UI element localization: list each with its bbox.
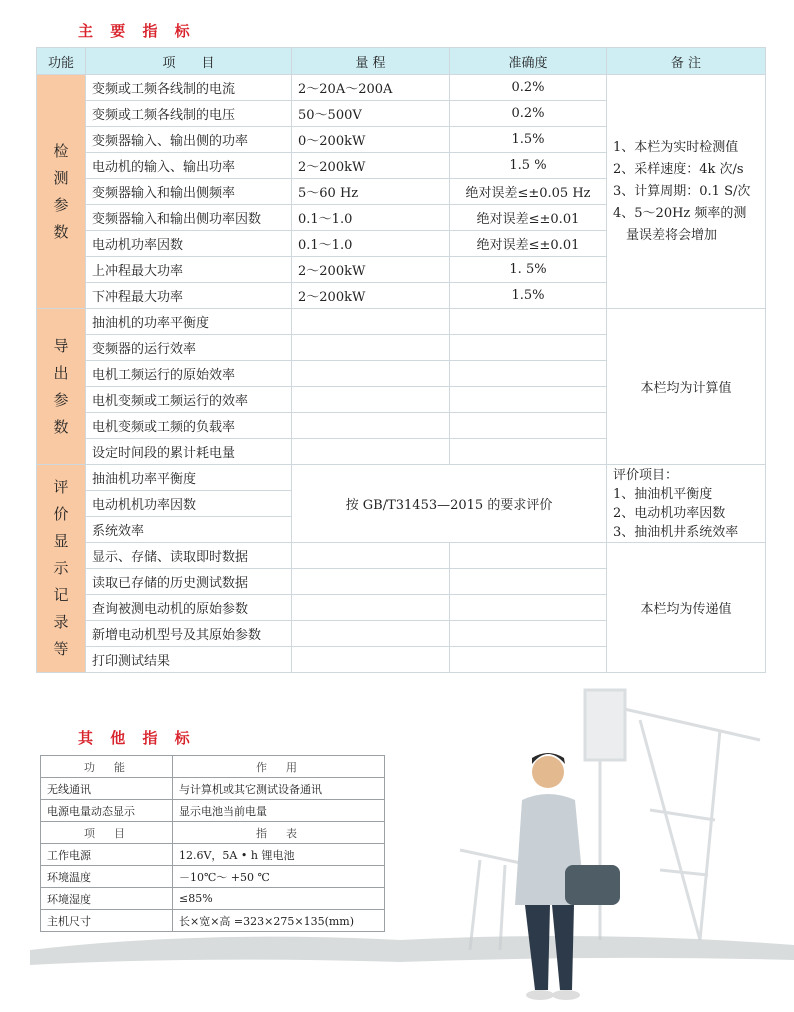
header-range: 量 程 xyxy=(292,48,450,75)
group-char: 出 xyxy=(53,363,69,382)
cell-range xyxy=(292,361,450,387)
remark-derived: 本栏均为计算值 xyxy=(607,309,766,465)
cell-label: 无线通讯 xyxy=(41,778,173,800)
cell-item: 设定时间段的累计耗电量 xyxy=(86,439,292,465)
group-label-derived xyxy=(37,309,86,465)
remark-record: 本栏均为传递值 xyxy=(607,543,766,673)
header-item: 项 目 xyxy=(41,822,173,844)
cell-item: 电机变频或工频运行的效率 xyxy=(86,387,292,413)
header-accuracy: 准确度 xyxy=(450,48,607,75)
group-char: 价 xyxy=(53,505,69,523)
group-char: 评 xyxy=(53,478,69,496)
cell-range: 5～60 Hz xyxy=(292,179,450,205)
main-indicators-table xyxy=(36,47,766,673)
group-char: 录 xyxy=(53,613,69,631)
cell-label: 环境湿度 xyxy=(41,888,173,910)
cell-accuracy xyxy=(450,543,607,569)
cell-range: 0～200kW xyxy=(292,127,450,153)
cell-accuracy: 绝对误差≤±0.05 Hz xyxy=(450,179,607,205)
cell-accuracy xyxy=(450,621,607,647)
cell-range xyxy=(292,309,450,335)
cell-accuracy xyxy=(450,309,607,335)
cell-range: 2～200kW xyxy=(292,153,450,179)
cell-item: 系统效率 xyxy=(86,517,292,543)
group-char: 显 xyxy=(53,532,69,550)
cell-accuracy xyxy=(450,439,607,465)
other-indicators-title: 其 他 指 标 xyxy=(78,729,196,747)
table-row xyxy=(37,75,766,101)
person-figure xyxy=(515,753,620,1000)
cell-accuracy xyxy=(450,335,607,361)
remark-line: 评价项目： xyxy=(613,467,679,483)
cell-value: －10℃～ +50 ℃ xyxy=(173,866,385,888)
cell-label: 电源电量动态显示 xyxy=(41,800,173,822)
group-char: 数 xyxy=(53,222,69,241)
cell-accuracy xyxy=(450,595,607,621)
cell-accuracy xyxy=(450,361,607,387)
cell-range xyxy=(292,595,450,621)
main-indicators-title: 主 要 指 标 xyxy=(78,22,196,40)
table-row xyxy=(41,888,385,910)
cell-item: 变频器输入、输出侧的功率 xyxy=(86,127,292,153)
cell-range xyxy=(292,335,450,361)
cell-range: 0.1～1.0 xyxy=(292,205,450,231)
other-indicators-table xyxy=(40,755,385,932)
cell-value: 12.6V，5A • h 锂电池 xyxy=(173,844,385,866)
cell-item: 新增电动机型号及其原始参数 xyxy=(86,621,292,647)
cell-item: 变频或工频各线制的电压 xyxy=(86,101,292,127)
cell-value: 显示电池当前电量 xyxy=(173,800,385,822)
cell-accuracy: 0.2% xyxy=(450,75,607,101)
remark-line: 4、5～20Hz 频率的测 xyxy=(613,205,747,221)
table-row xyxy=(37,543,766,569)
header-function: 功 能 xyxy=(41,756,173,778)
remark-line: 量误差将会增加 xyxy=(613,227,718,243)
cell-item: 变频或工频各线制的电流 xyxy=(86,75,292,101)
table-row xyxy=(41,844,385,866)
cell-range: 2～200kW xyxy=(292,283,450,309)
cell-item: 上冲程最大功率 xyxy=(86,257,292,283)
cell-item: 抽油机的功率平衡度 xyxy=(86,309,292,335)
remark-line: 1、本栏为实时检测值 xyxy=(613,139,739,155)
table-row xyxy=(37,309,766,335)
cell-range xyxy=(292,387,450,413)
remark-eval xyxy=(607,465,766,543)
table-header-row xyxy=(41,822,385,844)
remark-line: 2、采样速度：4k 次/s xyxy=(613,161,744,177)
cell-range xyxy=(292,439,450,465)
table-row xyxy=(41,800,385,822)
cell-range xyxy=(292,569,450,595)
group-char: 导 xyxy=(53,336,69,355)
table-row xyxy=(37,465,766,491)
header-item: 项 目 xyxy=(86,48,292,75)
cell-range: 2～200kW xyxy=(292,257,450,283)
cell-item: 显示、存储、读取即时数据 xyxy=(86,543,292,569)
group-char: 数 xyxy=(53,417,69,436)
cell-item: 电动机功率因数 xyxy=(86,231,292,257)
cell-accuracy: 1.5 % xyxy=(450,153,607,179)
group-char: 测 xyxy=(53,168,69,187)
cell-range xyxy=(292,543,450,569)
cell-item: 抽油机功率平衡度 xyxy=(86,465,292,491)
cell-item: 变频器输入和输出侧功率因数 xyxy=(86,205,292,231)
cell-label: 环境温度 xyxy=(41,866,173,888)
header-purpose: 作 用 xyxy=(173,756,385,778)
cell-item: 变频器的运行效率 xyxy=(86,335,292,361)
cell-item: 查询被测电动机的原始参数 xyxy=(86,595,292,621)
cell-accuracy: 1.5% xyxy=(450,283,607,309)
cell-item: 读取已存储的历史测试数据 xyxy=(86,569,292,595)
cell-accuracy: 1. 5% xyxy=(450,257,607,283)
cell-accuracy xyxy=(450,413,607,439)
cell-item: 打印测试结果 xyxy=(86,647,292,673)
group-char: 等 xyxy=(53,640,69,658)
cell-range: 50～500V xyxy=(292,101,450,127)
table-row xyxy=(41,910,385,932)
eval-standard: 按 GB/T31453—2015 的要求评价 xyxy=(292,465,607,543)
header-spec: 指 表 xyxy=(173,822,385,844)
cell-accuracy: 0.2% xyxy=(450,101,607,127)
group-char: 记 xyxy=(53,586,69,604)
group-char: 示 xyxy=(53,559,69,577)
group-label-detect xyxy=(37,75,86,309)
cell-label: 工作电源 xyxy=(41,844,173,866)
header-function: 功能 xyxy=(37,48,86,75)
table-row xyxy=(41,866,385,888)
cell-item: 电机工频运行的原始效率 xyxy=(86,361,292,387)
cell-label: 主机尺寸 xyxy=(41,910,173,932)
remark-line: 1、抽油机平衡度 xyxy=(613,486,713,502)
group-label-eval xyxy=(37,465,86,673)
cell-value: ≤85% xyxy=(173,888,385,910)
cell-accuracy xyxy=(450,569,607,595)
remark-line: 2、电动机功率因数 xyxy=(613,505,726,521)
cell-range xyxy=(292,413,450,439)
cell-value: 与计算机或其它测试设备通讯 xyxy=(173,778,385,800)
remark-line: 3、抽油机井系统效率 xyxy=(613,524,739,540)
cell-range: 2～20A～200A xyxy=(292,75,450,101)
cell-accuracy: 绝对误差≤±0.01 xyxy=(450,205,607,231)
group-char: 检 xyxy=(53,141,69,160)
cell-accuracy: 绝对误差≤±0.01 xyxy=(450,231,607,257)
cell-item: 下冲程最大功率 xyxy=(86,283,292,309)
cell-item: 变频器输入和输出侧频率 xyxy=(86,179,292,205)
group-char: 参 xyxy=(53,390,69,409)
cell-item: 电动机机功率因数 xyxy=(86,491,292,517)
table-row xyxy=(41,778,385,800)
cell-item: 电机变频或工频的负载率 xyxy=(86,413,292,439)
cell-value: 长×宽×高 =323×275×135(mm) xyxy=(173,910,385,932)
cell-range xyxy=(292,621,450,647)
table-header-row xyxy=(41,756,385,778)
cell-range: 0.1～1.0 xyxy=(292,231,450,257)
cell-accuracy xyxy=(450,387,607,413)
header-remarks: 备 注 xyxy=(607,48,766,75)
remark-line: 3、计算周期：0.1 S/次 xyxy=(613,183,751,199)
table-header-row xyxy=(37,48,766,75)
remark-detect xyxy=(607,75,766,309)
group-char: 参 xyxy=(53,195,69,214)
cell-accuracy: 1.5% xyxy=(450,127,607,153)
cell-item: 电动机的输入、输出功率 xyxy=(86,153,292,179)
